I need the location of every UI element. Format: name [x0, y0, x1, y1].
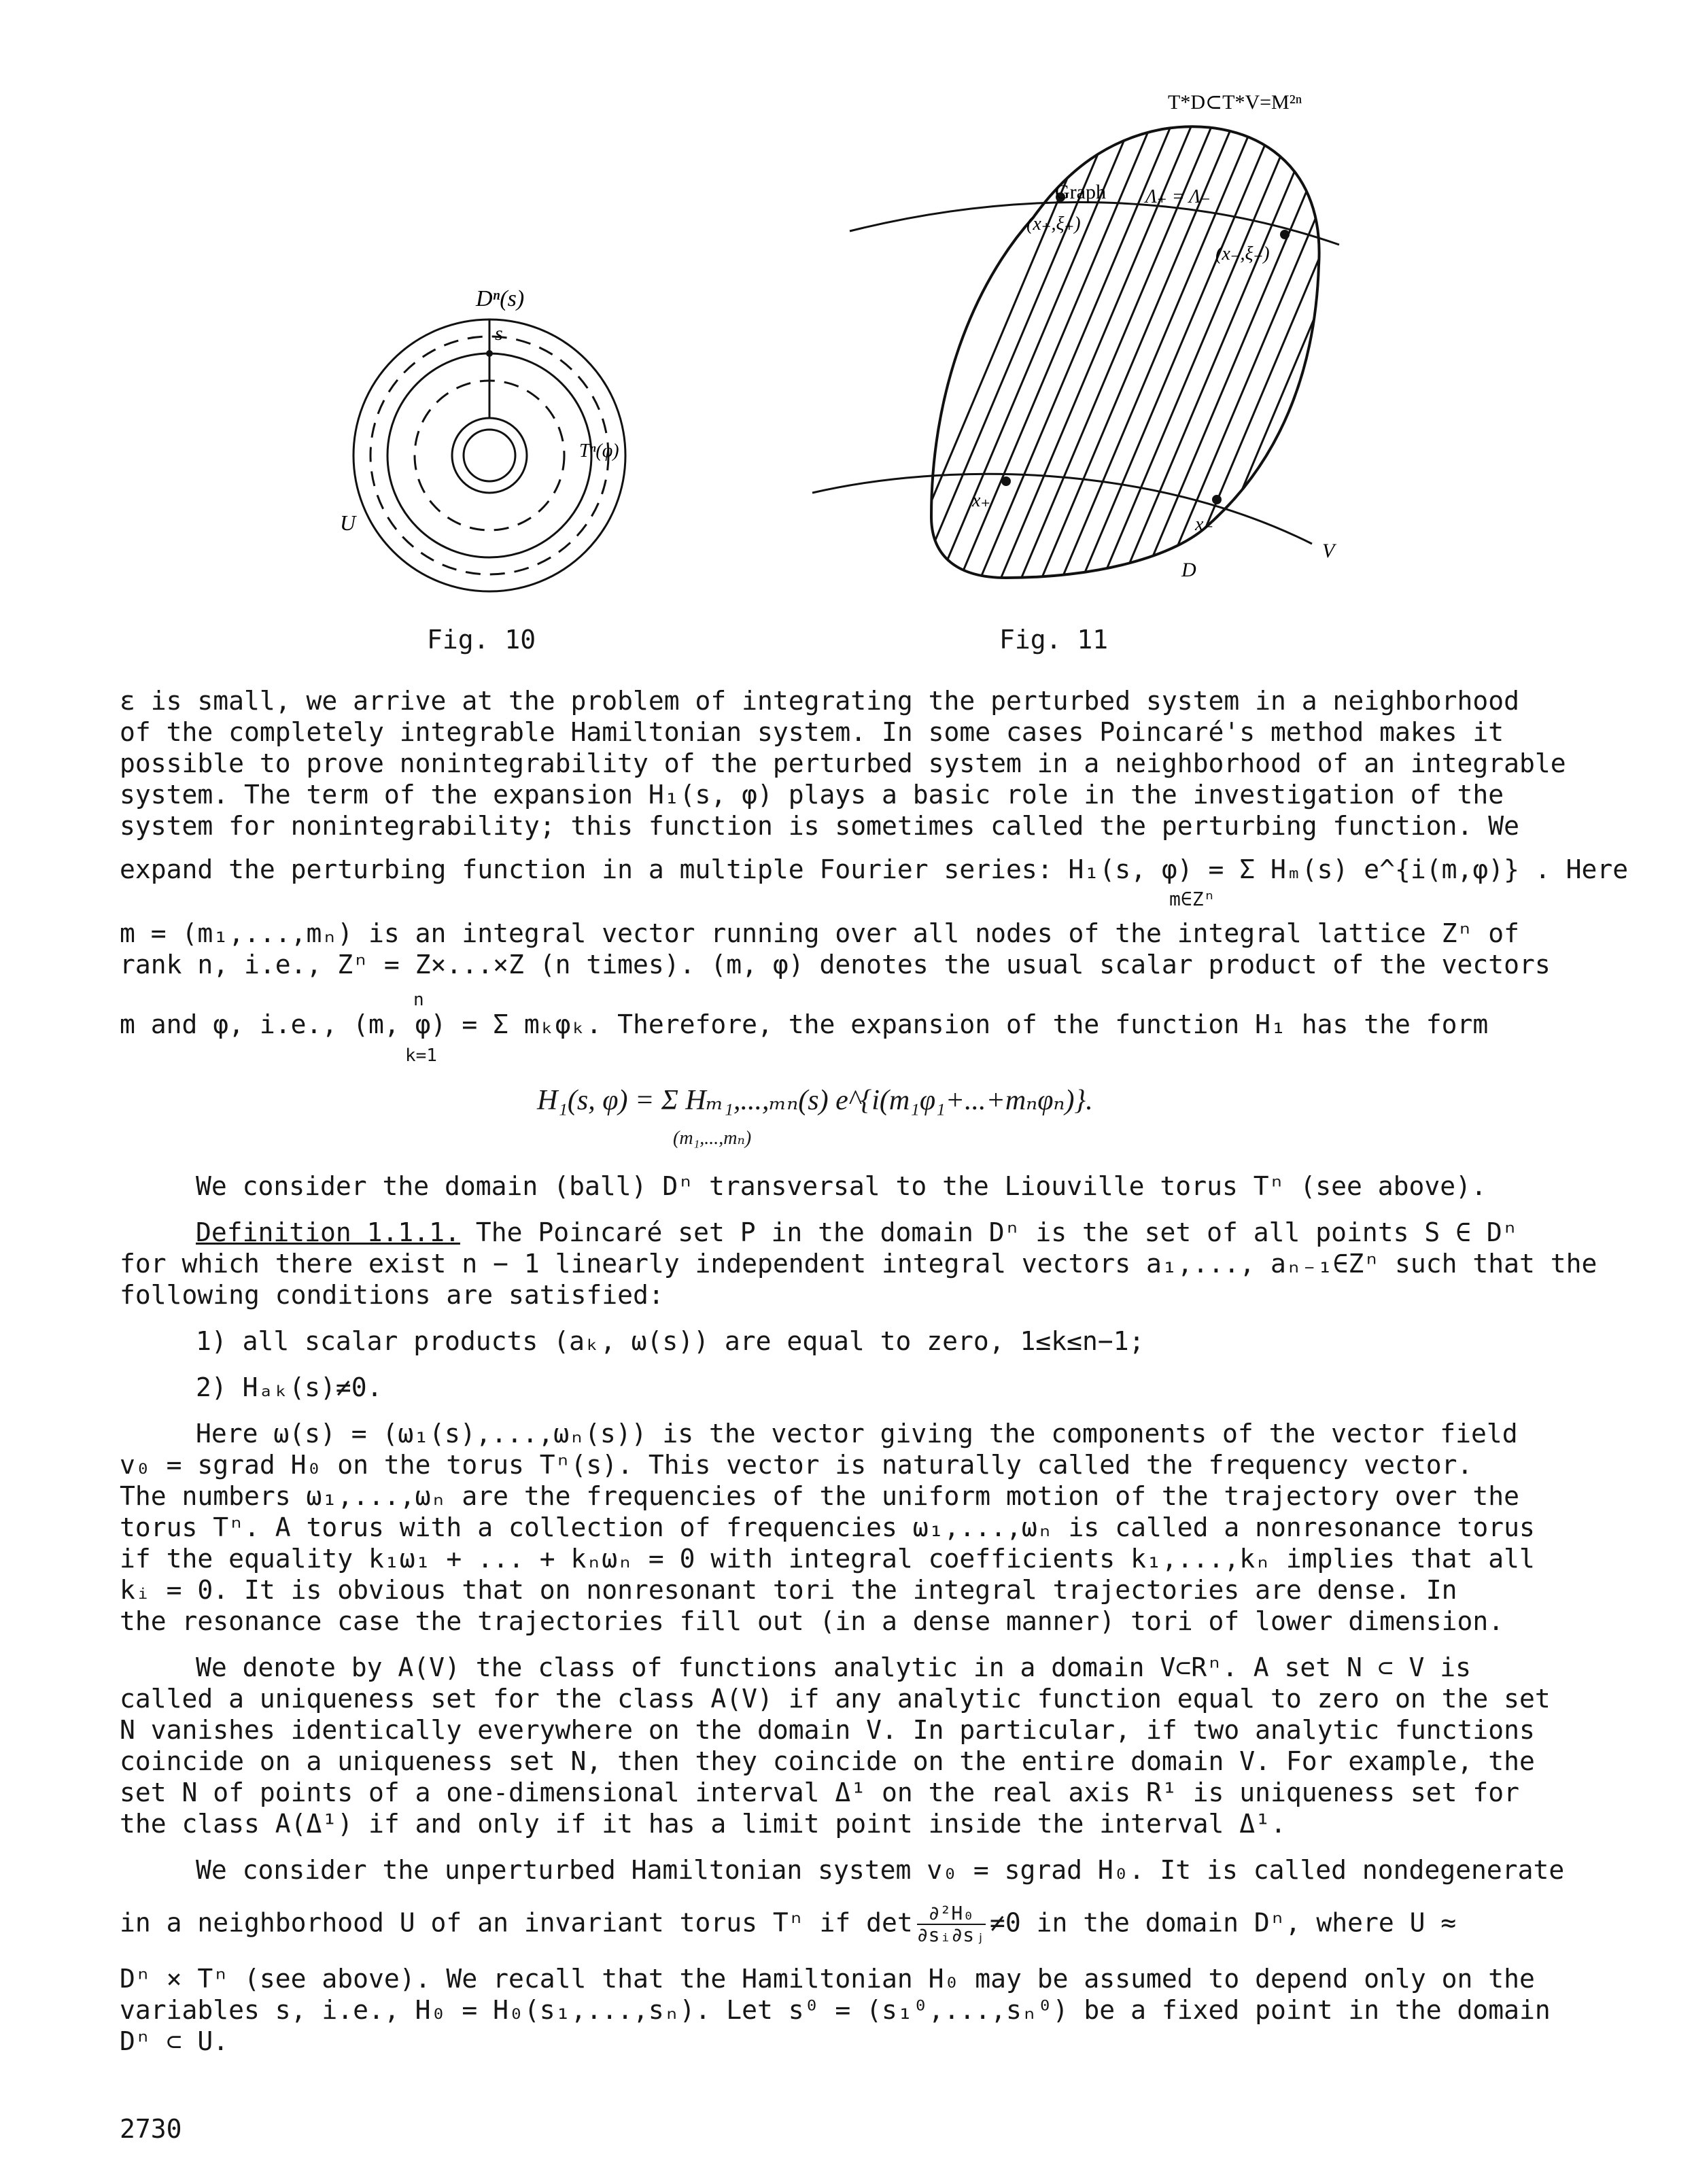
text-line: called a uniqueness set for the class A(V) if any analytic function equal to zero on the set	[120, 1684, 1551, 1714]
fig11-header-label: T*D⊂T*V=M²ⁿ	[1168, 91, 1302, 114]
scalar-product-bottom: k=1	[405, 1045, 437, 1066]
figure-10	[340, 272, 639, 598]
definition-text: The Poincaré set P in the domain Dⁿ is the set of all points S ∈ Dⁿ	[460, 1217, 1518, 1247]
condition-2: 2) Hₐₖ(s)≠0.	[196, 1372, 383, 1402]
text-line: if the equality k₁ω₁ + ... + kₙωₙ = 0 with integral coefficients k₁,...,kₙ implies that all	[120, 1544, 1535, 1574]
det-fraction-denominator: ∂sᵢ∂sⱼ	[916, 1924, 986, 1946]
text-line: for which there exist n − 1 linearly independent integral vectors a₁,..., aₙ₋₁∈Zⁿ such that the	[120, 1249, 1597, 1279]
point-xminus-xi	[1280, 230, 1290, 239]
text-line: the resonance case the trajectories fill out (in a dense manner) tori of lower dimension.	[120, 1606, 1504, 1636]
inner-circle-2	[464, 430, 515, 481]
fig10-title-label: Dⁿ(s)	[476, 286, 525, 311]
text-line: possible to prove nonintegrability of the perturbed system in a neighborhood of an integrable	[120, 748, 1566, 778]
scalar-product-line: m and φ, i.e., (m, φ) = Σ mₖφₖ. Therefore, the expansion of the function H₁ has the form	[120, 1009, 1489, 1039]
fig10-torus-label: Tⁿ(φ)	[579, 440, 619, 462]
text-line: N vanishes identically everywhere on the domain V. In particular, if two analytic functions	[120, 1715, 1535, 1745]
page-number: 2730	[120, 2114, 182, 2144]
main-expansion-subscript: (m₁,...,mₙ)	[673, 1128, 752, 1149]
text-line: system. The term of the expansion H₁(s, φ) plays a basic role in the investigation of the	[120, 780, 1504, 810]
text-line: the class A(Δ¹) if and only if it has a limit point inside the interval Δ¹.	[120, 1809, 1286, 1839]
fig10-u-label: U	[340, 510, 356, 535]
nondegenerate-condition-line	[120, 1903, 1456, 1945]
figure-11	[809, 82, 1373, 598]
text-line: ε is small, we arrive at the problem of integrating the perturbed system in a neighborhood	[120, 686, 1520, 716]
det-text-b: ≠0 in the domain Dⁿ, where U ≈	[989, 1907, 1457, 1938]
text-line: Dⁿ ⊂ U.	[120, 2026, 229, 2056]
text-line: of the completely integrable Hamiltonian system. In some cases Poincaré's method makes it	[120, 717, 1504, 747]
text-line: We consider the unperturbed Hamiltonian system v₀ = sgrad H₀. It is called nondegenerate	[196, 1855, 1565, 1885]
fig11-graph-label: Graph	[1055, 181, 1106, 203]
figure-11-drawing	[809, 82, 1373, 598]
fig11-D-label: D	[1181, 559, 1196, 581]
text-line: Here ω(s) = (ω₁(s),...,ωₙ(s)) is the vector giving the components of the vector field	[196, 1419, 1518, 1449]
point-xplus	[1001, 476, 1011, 486]
text-line: kᵢ = 0. It is obvious that on nonresonant tori the integral trajectories are dense. In	[120, 1575, 1457, 1605]
text-line: m = (m₁,...,mₙ) is an integral vector running over all nodes of the integral lattice Zⁿ of	[120, 918, 1520, 948]
text-line: coincide on a uniqueness set N, then they coincide on the entire domain V. For example, the	[120, 1746, 1535, 1776]
text-line: system for nonintegrability; this function is sometimes called the perturbing function. We	[120, 811, 1520, 841]
det-fraction-numerator: ∂²H₀	[917, 1903, 986, 1925]
figure-10-caption: Fig. 10	[427, 625, 536, 655]
text-line: Dⁿ × Tⁿ (see above). We recall that the Hamiltonian H₀ may be assumed to depend only on the	[120, 1964, 1535, 1994]
fig11-xminus-xi-label: (x₋,ξ₋)	[1215, 243, 1270, 264]
point-xminus	[1212, 495, 1222, 504]
fig11-xplus-label: x₊	[972, 490, 991, 511]
text-line: variables s, i.e., H₀ = H₀(s₁,...,sₙ). Let s⁰ = (s₁⁰,...,sₙ⁰) be a fixed point in the domain	[120, 1995, 1551, 2025]
det-fraction	[917, 1903, 986, 1945]
definition-label: Definition 1.1.1.	[196, 1217, 460, 1247]
curve-V	[812, 474, 1312, 544]
det-text-a: in a neighborhood U of an invariant torus Tⁿ if det	[120, 1907, 913, 1938]
text-line: rank n, i.e., Zⁿ = Z×...×Z (n times). (m, φ) denotes the usual scalar product of the vectors	[120, 950, 1551, 980]
figure-11-caption: Fig. 11	[999, 625, 1109, 655]
fig11-lambda-label: Λ₊ = Λ₋	[1145, 186, 1211, 207]
fig11-xminus-label: x₋	[1195, 514, 1214, 535]
point-s	[486, 350, 493, 357]
text-line: We consider the domain (ball) Dⁿ transversal to the Liouville torus Tⁿ (see above).	[196, 1171, 1487, 1201]
figure-10-drawing	[340, 272, 639, 598]
text-line: The numbers ω₁,...,ωₙ are the frequencies of the uniform motion of the trajectory over the	[120, 1481, 1520, 1511]
text-line: set N of points of a one-dimensional interval Δ¹ on the real axis R¹ is uniqueness set for	[120, 1778, 1520, 1807]
fig11-xplus-xi-label: (x₊,ξ₊)	[1026, 213, 1081, 235]
condition-1: 1) all scalar products (aₖ, ω(s)) are equal to zero, 1≤k≤n−1;	[196, 1326, 1145, 1356]
fig10-s-label: s	[495, 322, 503, 345]
text-line: following conditions are satisfied:	[120, 1280, 664, 1310]
main-expansion-equation: H₁(s, φ) = Σ Hₘ₁,...,ₘₙ(s) e^{i(m₁φ₁+...+mₙφₙ)}.	[537, 1085, 1093, 1116]
text-line: torus Tⁿ. A torus with a collection of frequencies ω₁,...,ωₙ is called a nonresonance torus	[120, 1512, 1535, 1542]
scalar-product-top: n	[413, 990, 424, 1010]
definition-line	[196, 1217, 1518, 1248]
fig11-V-label: V	[1322, 540, 1335, 562]
text-line: We denote by A(V) the class of functions analytic in a domain V⊂Rⁿ. A set N ⊂ V is	[196, 1652, 1471, 1682]
fourier-series-line: expand the perturbing function in a multiple Fourier series: H₁(s, φ) = Σ Hₘ(s) e^{i(m,φ)} . Here	[120, 854, 1629, 884]
fourier-series-subscript: m∈Zⁿ	[1169, 888, 1215, 910]
text-line: v₀ = sgrad H₀ on the torus Tⁿ(s). This vector is naturally called the frequency vector.	[120, 1450, 1473, 1480]
